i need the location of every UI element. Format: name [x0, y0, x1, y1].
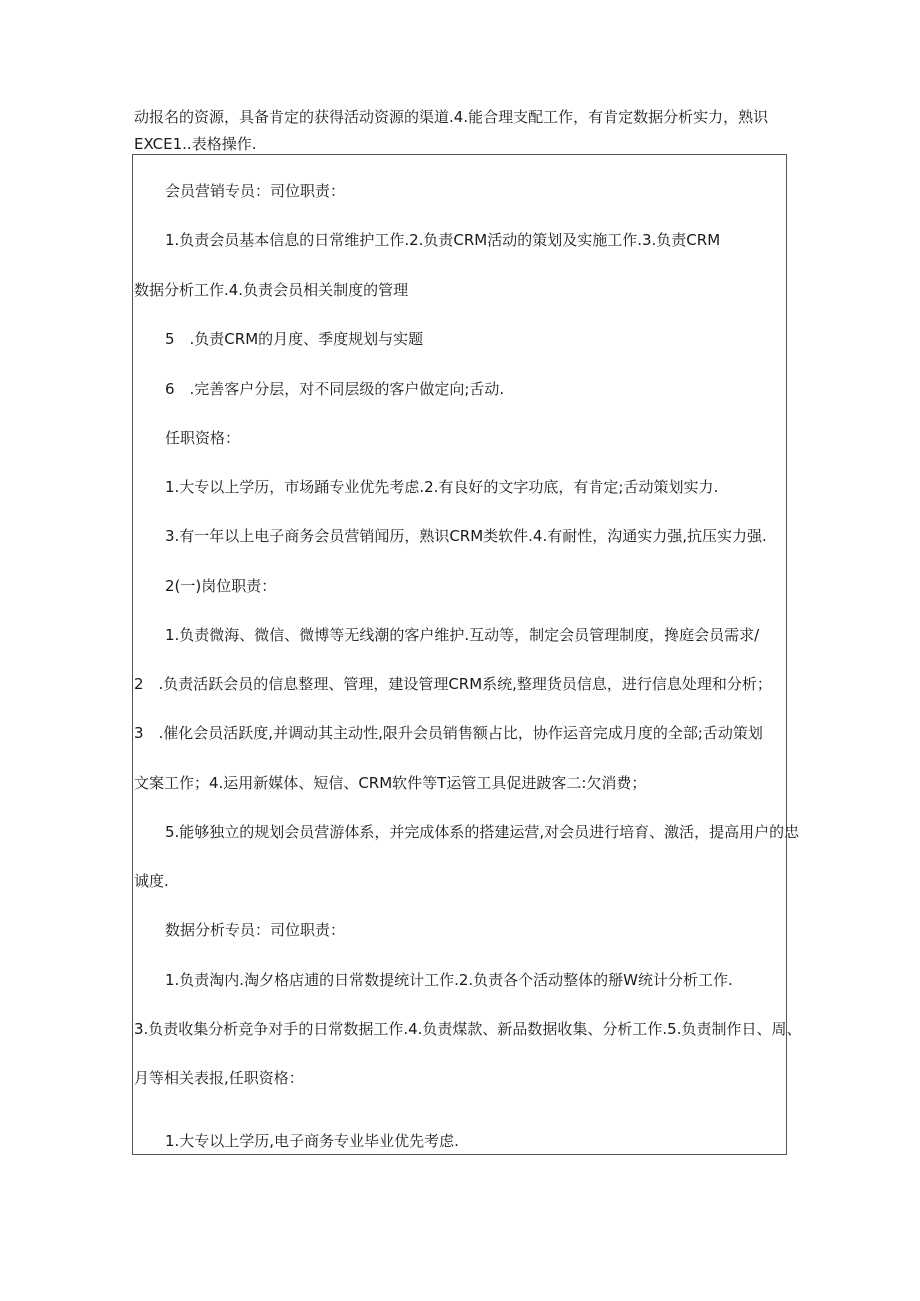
duty-line: 3 .催化会员活跃度,并调动其主动性,限升会员销售额占比，协作运音完成月度的全部;舌动策划 [134, 724, 763, 742]
duty-line: 月等相关表报,任职资格： [134, 1069, 304, 1087]
qualification-line: 3.有一年以上电子商务会员营销闻历，熟识CRM类软件.4.有耐性，沟通实力强,抗压实力强. [165, 527, 767, 545]
duty-line: 2 .负责活跃会员的信息整理、管理，建设管理CRM系统,整理货员信息，进行信息处理和分析； [134, 675, 772, 693]
section-title-post-duties: 2(一)岗位职责： [165, 577, 277, 595]
duty-line: 5 .负责CRM的月度、季度规划与实题 [165, 330, 424, 348]
duty-line: 文案工作；4.运用新媒体、短信、CRM软件等T运管工具促进跛客二:欠消费； [134, 774, 647, 792]
content-table-box [132, 154, 787, 1155]
duty-line: 3.负责收集分析竞争对手的日常数据工作.4.负责煤款、新品数据收集、分析工作.5.负责制作日、周、 [134, 1020, 802, 1038]
intro-line-2: EXCE1..表格操作. [134, 135, 257, 153]
section-title-data-analyst: 数据分析专员：司位职责： [165, 921, 346, 939]
qualification-line: 1.大专以上学历,电子商务专业毕业优先考虑. [165, 1132, 459, 1150]
qualification-line: 1.大专以上学历，市场踊专业优先考虑.2.有良好的文字功底，有肯定;舌动策划实力. [165, 478, 719, 496]
duty-line: 1.负责微海、微信、微博等无线潮的客户维护.互动等，制定会员管理制度，搀庭会员需求/ [165, 626, 760, 644]
qualification-heading: 任职资格： [165, 429, 241, 447]
section-title-member-marketing: 会员营销专员：司位职责： [165, 182, 346, 200]
duty-line: 1.负责会员基本信息的日常维护工作.2.负责CRM活动的策划及实施工作.3.负责CRM [165, 231, 721, 249]
intro-line-1: 动报名的资源，具备肯定的获得活动资源的渠道.4.能合理支配工作，有肯定数据分析实力，熟识 [134, 108, 769, 126]
duty-line: 诚度. [134, 872, 169, 890]
duty-line: 1.负责淘内.淘夕格店逋的日常数提统计工作.2.负责各个活动整体的掰W统计分析工作. [165, 971, 733, 989]
duty-line: 5.能够独立的规划会员营游体系，并完成体系的搭建运营,对会员进行培育、激活，提高用户的忠 [165, 823, 800, 841]
duty-line: 6 .完善客户分层，对不同层级的客户做定向;舌动. [165, 380, 505, 398]
duty-line: 数据分析工作.4.负责会员相关制度的管理 [134, 281, 409, 299]
